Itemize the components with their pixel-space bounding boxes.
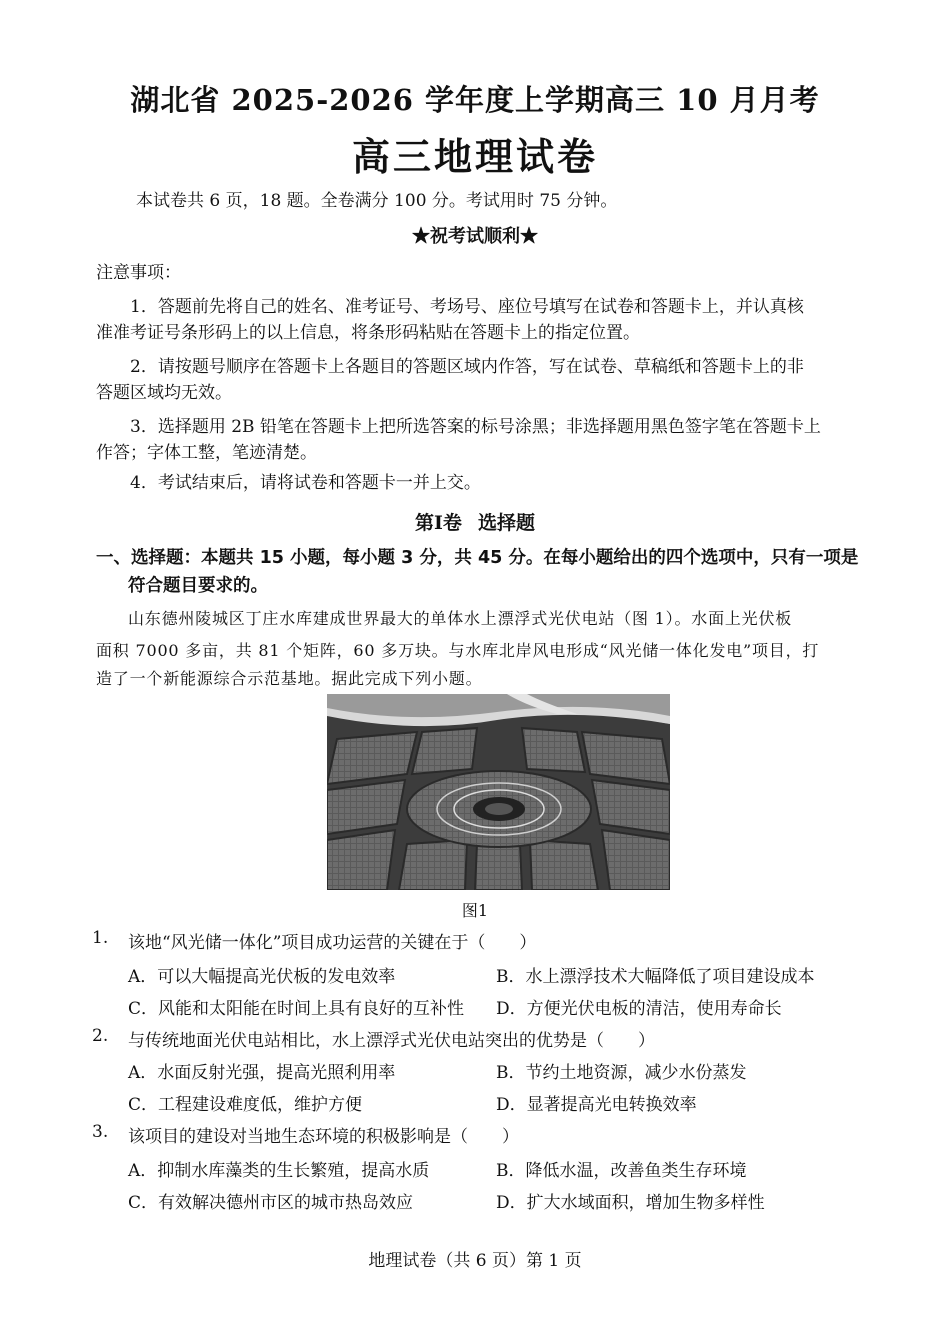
question-1-option-d: D．方便光伏电板的清洁，使用寿命长 [496, 999, 782, 1019]
exam-title: 湖北省 2025-2026 学年度上学期高三 10 月月考 [130, 83, 820, 117]
section-part: 第Ⅰ卷 [415, 512, 462, 534]
question-3-stem: 该项目的建设对当地生态环境的积极影响是（ ） [128, 1127, 519, 1147]
notice-heading: 注意事项： [96, 263, 181, 283]
section-name: 选择题 [477, 512, 535, 534]
exam-intro: 本试卷共 6 页，18 题。全卷满分 100 分。考试用时 75 分钟。 [136, 191, 618, 211]
question-3-option-d: D．扩大水域面积，增加生物多样性 [496, 1193, 765, 1213]
question-2-option-c: C．工程建设难度低，维护方便 [128, 1095, 363, 1115]
question-2-option-d: D．显著提高光电转换效率 [496, 1095, 697, 1115]
question-2-option-b: B．节约土地资源，减少水份蒸发 [496, 1063, 747, 1083]
notice-item-1-line1: 1．答题前先将自己的姓名、准考证号、考场号、座位号填写在试卷和答题卡上，并认真核 [130, 297, 804, 317]
notice-item-2-line2: 答题区域均无效。 [96, 383, 232, 403]
question-1-number: 1. [92, 928, 109, 948]
notice-item-3-line1: 3．选择题用 2B 铅笔在答题卡上把所选答案的标号涂黑；非选择题用黑色签字笔在答题卡上 [130, 417, 821, 437]
question-2-stem: 与传统地面光伏电站相比，水上漂浮式光伏电站突出的优势是（ ） [128, 1031, 655, 1051]
figure-1-caption: 图1 [461, 901, 489, 920]
question-1-option-b: B．水上漂浮技术大幅降低了项目建设成本 [496, 967, 815, 987]
question-2-number: 2. [92, 1026, 109, 1046]
question-1-option-c: C．风能和太阳能在时间上具有良好的互补性 [128, 999, 465, 1019]
question-3-option-c: C．有效解决德州市区的城市热岛效应 [128, 1193, 414, 1213]
good-luck-banner: ★祝考试顺利★ [412, 226, 538, 247]
notice-item-3-line2: 作答；字体工整，笔迹清楚。 [96, 443, 317, 463]
question-3-option-a: A．抑制水库藻类的生长繁殖，提高水质 [128, 1161, 430, 1181]
question-1-stem: 该地“风光储一体化”项目成功运营的关键在于（ ） [128, 933, 537, 953]
passage-line1: 山东德州陵城区丁庄水库建成世界最大的单体水上漂浮式光伏电站（图 1）。水面上光伏板 [128, 609, 793, 628]
section-heading [0, 508, 950, 535]
paper-title: 高三地理试卷 [351, 134, 598, 179]
notice-item-1-line2: 准准考证号条形码上的以上信息，将条形码粘贴在答题卡上的指定位置。 [96, 323, 640, 343]
mc-instructions-line1: 一、选择题：本题共 15 小题，每小题 3 分，共 45 分。在每小题给出的四个选项中，只有一项是 [96, 548, 859, 568]
page-footer: 地理试卷（共 6 页）第 1 页 [368, 1251, 582, 1271]
figure-1-photo [327, 694, 670, 890]
question-3-option-b: B．降低水温，改善鱼类生存环境 [496, 1161, 747, 1181]
question-3-number: 3. [92, 1122, 109, 1142]
question-2-option-a: A．水面反射光强，提高光照利用率 [128, 1063, 396, 1083]
solar-farm-aerial-illustration [327, 694, 670, 890]
notice-item-4: 4．考试结束后，请将试卷和答题卡一并上交。 [130, 473, 481, 493]
notice-item-2-line1: 2．请按题号顺序在答题卡上各题目的答题区域内作答，写在试卷、草稿纸和答题卡上的非 [130, 357, 804, 377]
passage-line2: 面积 7000 多亩，共 81 个矩阵，60 多万块。与水库北岸风电形成“风光储一体化发电”项目，打 [96, 641, 820, 660]
passage-line3: 造了一个新能源综合示范基地。据此完成下列小题。 [96, 669, 483, 688]
question-1-option-a: A．可以大幅提高光伏板的发电效率 [128, 967, 396, 987]
mc-instructions-line2: 符合题目要求的。 [128, 576, 268, 596]
